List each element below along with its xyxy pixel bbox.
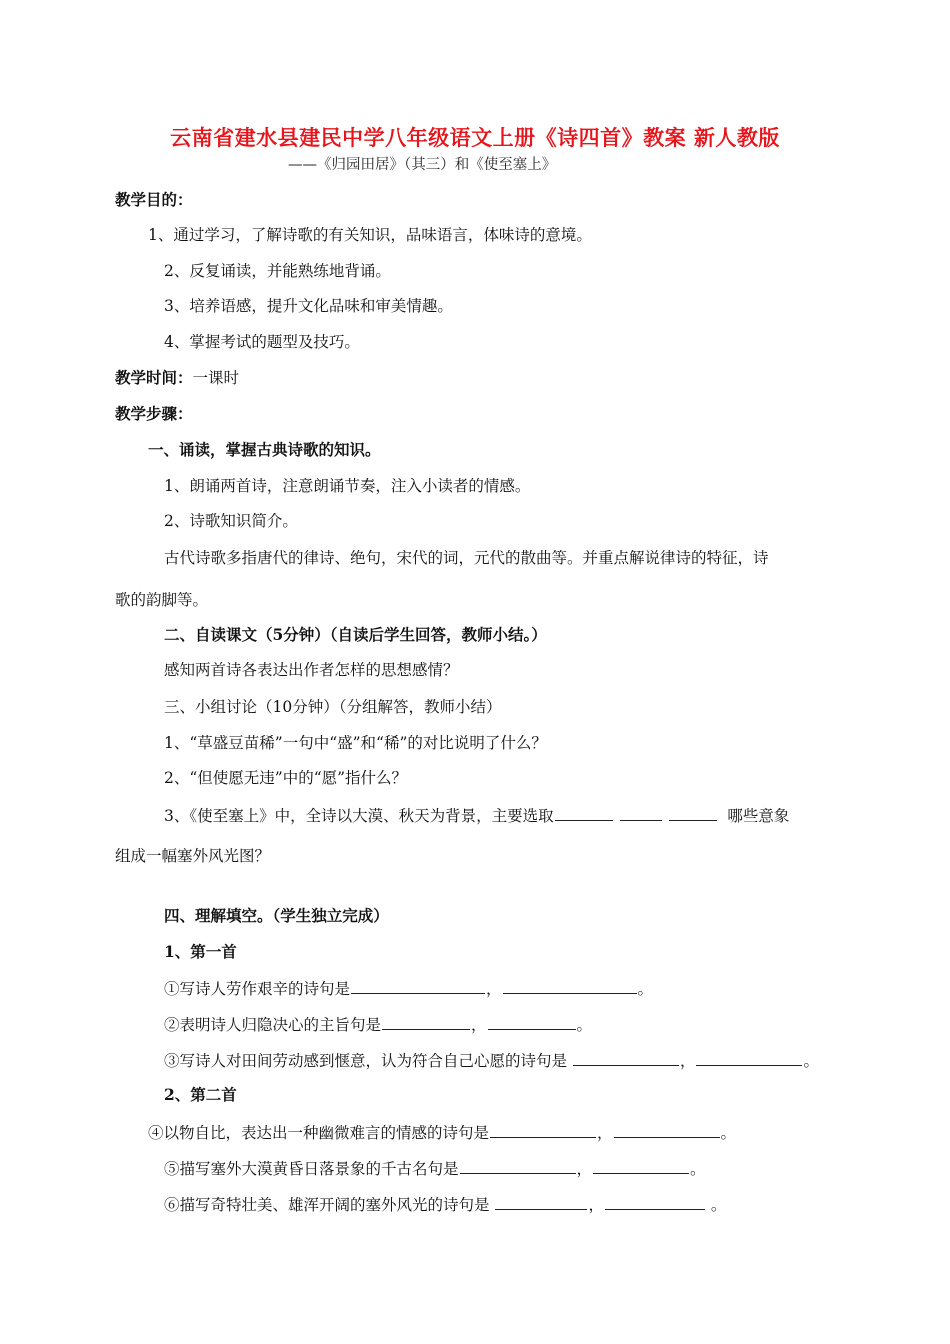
goal-item-2: 2、反复诵读，并能熟练地背诵。 (164, 262, 391, 280)
answer-blank[interactable] (614, 1121, 720, 1138)
step2-text: 感知两首诗各表达出作者怎样的思想感情？ (164, 661, 459, 679)
fill-item-5 (164, 1157, 706, 1179)
fill-item-3 (164, 1049, 819, 1071)
answer-blank[interactable] (351, 977, 485, 994)
fill-prompt: ①写诗人劳作艰辛的诗句是 (164, 980, 351, 998)
teaching-time (115, 368, 239, 388)
answer-blank[interactable] (503, 977, 637, 994)
fill-item-4 (148, 1121, 736, 1143)
period: 。 (710, 1196, 727, 1214)
answer-blank[interactable] (696, 1049, 802, 1066)
goal-item-4: 4、掌握考试的题型及技巧。 (164, 333, 360, 351)
answer-blank[interactable] (495, 1193, 587, 1210)
answer-blank[interactable] (382, 1013, 470, 1030)
step3-question-2: 2、“但使愿无违”中的“愿”指什么？ (164, 769, 408, 787)
steps-heading: 教学步骤： (115, 404, 193, 423)
answer-blank[interactable] (669, 804, 717, 821)
step3-question-3 (164, 804, 789, 826)
answer-blank[interactable] (593, 1157, 689, 1174)
comma: ， (679, 1052, 696, 1070)
period: 。 (576, 1016, 593, 1034)
step4-heading: 四、理解填空。（学生独立完成） (164, 906, 389, 925)
step1-heading: 一、诵读，掌握古典诗歌的知识。 (148, 440, 381, 459)
step3-question-3-line2: 组成一幅塞外风光图？ (115, 847, 271, 865)
comma: ， (576, 1160, 593, 1178)
fill-item-2 (164, 1013, 592, 1035)
step1-item-2: 2、诗歌知识简介。 (164, 512, 298, 530)
fill-prompt: ③写诗人对田间劳动感到惬意，认为符合自己心愿的诗句是 (164, 1052, 568, 1070)
goal-item-3: 3、培养语感，提升文化品味和审美情趣。 (164, 297, 453, 315)
question-3-text: 3、《使至塞上》中，全诗以大漠、秋天为背景，主要选取 (164, 807, 554, 825)
comma: ， (471, 1016, 487, 1034)
comma: ， (588, 1196, 604, 1214)
teaching-time-label: 教学时间： (115, 368, 193, 387)
fill-item-6 (164, 1193, 726, 1215)
answer-blank[interactable] (620, 804, 662, 821)
step3-heading: 三、小组讨论（10分钟）（分组解答，教师小结） (164, 698, 502, 716)
answer-blank[interactable] (490, 1121, 596, 1138)
goals-heading: 教学目的： (115, 190, 193, 209)
period: 。 (637, 980, 654, 998)
part-1-heading: 1、第一首 (164, 942, 237, 961)
period: 。 (690, 1160, 706, 1178)
page-subtitle: ——《归园田居》（其三）和《使至塞上》 (288, 157, 557, 173)
step2-heading: 二、自读课文（5分钟）（自读后学生回答，教师小结。） (164, 625, 547, 644)
comma: ， (486, 980, 502, 998)
period: 。 (720, 1124, 737, 1142)
fill-prompt: ②表明诗人归隐决心的主旨句是 (164, 1016, 382, 1034)
fill-prompt: ⑥描写奇特壮美、雄浑开阔的塞外风光的诗句是 (164, 1196, 490, 1214)
page-title: 云南省建水县建民中学八年级语文上册《诗四首》教案 新人教版 (170, 125, 780, 150)
step3-question-1: 1、“草盛豆苗稀”一句中“盛”和“稀”的对比说明了什么？ (164, 734, 547, 752)
part-2-heading: 2、第二首 (164, 1085, 237, 1104)
answer-blank[interactable] (605, 1193, 705, 1210)
answer-blank[interactable] (573, 1049, 679, 1066)
goal-item-1: 1、通过学习，了解诗歌的有关知识，品味语言，体味诗的意境。 (148, 226, 592, 244)
fill-prompt: ④以物自比，表达出一种幽微难言的情感的诗句是 (148, 1124, 490, 1142)
teaching-time-value: 一课时 (192, 369, 240, 387)
step1-paragraph-line1: 古代诗歌多指唐代的律诗、绝句，宋代的词，元代的散曲等。并重点解说律诗的特征，诗 (164, 549, 769, 567)
step1-paragraph-line2: 歌的韵脚等。 (115, 591, 209, 609)
period: 。 (803, 1052, 819, 1070)
fill-prompt: ⑤描写塞外大漠黄昏日落景象的千古名句是 (164, 1160, 459, 1178)
answer-blank[interactable] (555, 804, 613, 821)
answer-blank[interactable] (460, 1157, 576, 1174)
step1-item-1: 1、朗诵两首诗，注意朗诵节奏，注入小读者的情感。 (164, 477, 531, 495)
question-3-text-end: 哪些意象 (727, 807, 790, 825)
fill-item-1 (164, 977, 653, 999)
comma: ， (597, 1124, 613, 1142)
answer-blank[interactable] (488, 1013, 576, 1030)
